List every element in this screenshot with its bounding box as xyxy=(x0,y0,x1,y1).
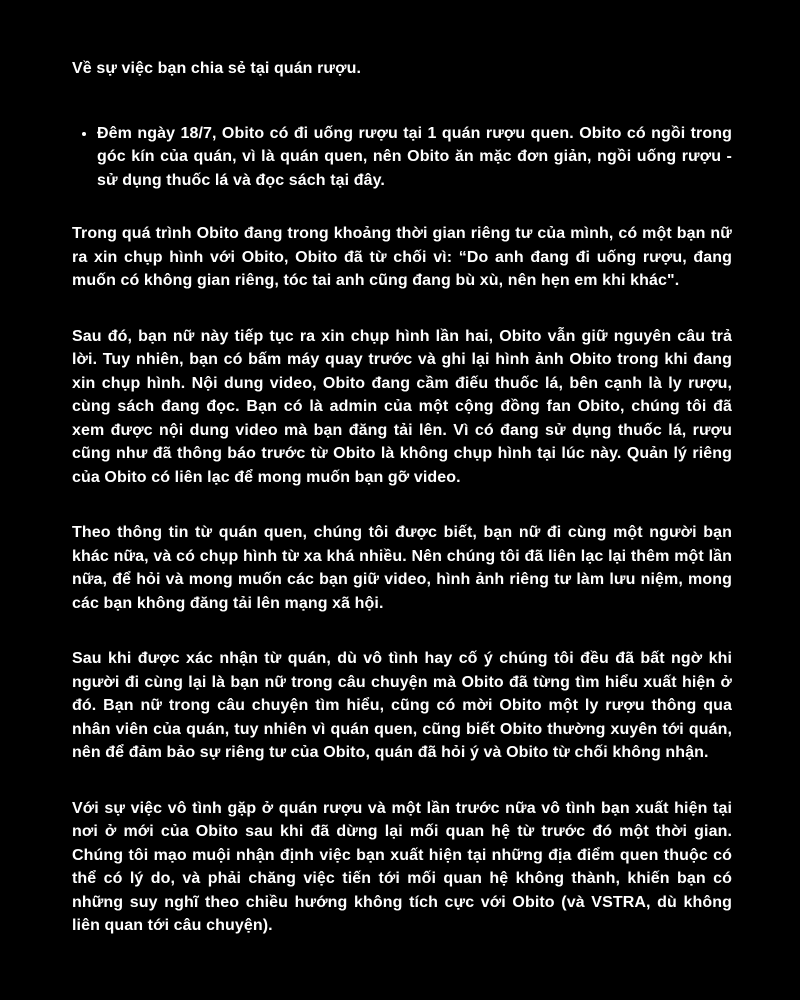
paragraph-refusal: Trong quá trình Obito đang trong khoảng thời gian riêng tư của mình, có một bạn nữ ra xin chụp hình với Obito, Obito đã từ chối vì: “Do anh đang đi uống rượu, đang muốn có không gian riêng, tóc tai anh cũng đang bù xù, nên hẹn em khi khác". xyxy=(72,225,732,289)
paragraph-contact-request: Theo thông tin từ quán quen, chúng tôi được biết, bạn nữ đi cùng một người bạn khác nữa, và có chụp hình từ xa khá nhiều. Nên chúng tôi đã liên lạc lại thêm một lần nữa, để hỏi và mong muốn các bạn giữ video, hình ảnh riêng tư làm lưu niệm, mong các bạn không đăng tải lên mạng xã hội. xyxy=(72,524,732,612)
paragraph-confirmation: Sau khi được xác nhận từ quán, dù vô tình hay cố ý chúng tôi đều đã bất ngờ khi người đi cùng lại là bạn nữ trong câu chuyện mà Obito đã từng tìm hiểu xuất hiện ở đó. Bạn nữ trong câu chuyện tìm hiểu, cũng có mời Obito một ly rượu thông qua nhân viên của quán, tuy nhiên vì quán quen, cũng biết Obito thường xuyên tới quán, nên để đảm bảo sự riêng tư của Obito, quán đã hỏi ý và Obito từ chối không nhận. xyxy=(72,650,732,761)
list-item: • Đêm ngày 18/7, Obito có đi uống rượu tại 1 quán rượu quen. Obito có ngồi trong góc kín của quán, vì là quán quen, nên Obito ăn mặc đơn giản, ngồi uống rượu - sử dụng thuốc lá và đọc sách tại đây. xyxy=(97,122,732,193)
paragraph-conclusion: Với sự việc vô tình gặp ở quán rượu và một lần trước nữa vô tình bạn xuất hiện tại nơi ở mới của Obito sau khi đã dừng lại mối quan hệ từ trước đó một thời gian. Chúng tôi mạo muội nhận định việc bạn xuất hiện tại những địa điểm quen thuộc có thể có lý do, và phải chăng việc tiến tới mối quan hệ không thành, khiến bạn có những suy nghĩ theo chiều hướng không tích cực với Obito (và VSTRA, dù không liên quan tới câu chuyện). xyxy=(72,799,732,934)
event-list xyxy=(72,122,732,193)
paragraph-video-recording: Sau đó, bạn nữ này tiếp tục ra xin chụp hình lần hai, Obito vẫn giữ nguyên câu trả lời. Tuy nhiên, bạn có bấm máy quay trước và ghi lại hình ảnh Obito trong khi đang xin chụp hình. Nội dung video, Obito đang cầm điếu thuốc lá, bên cạnh là ly rượu, cùng sách đang đọc. Bạn có là admin của một cộng đồng fan Obito, chúng tôi đã xem được nội dung video mà bạn đăng tải lên. Vì có đang sử dụng thuốc lá, rượu cũng như đã thông báo trước từ Obito là không chụp hình tại lúc này. Quản lý riêng của Obito có liên lạc để mong muốn bạn gỡ video. xyxy=(72,327,732,486)
page-title: Về sự việc bạn chia sẻ tại quán rượu. xyxy=(72,60,362,77)
